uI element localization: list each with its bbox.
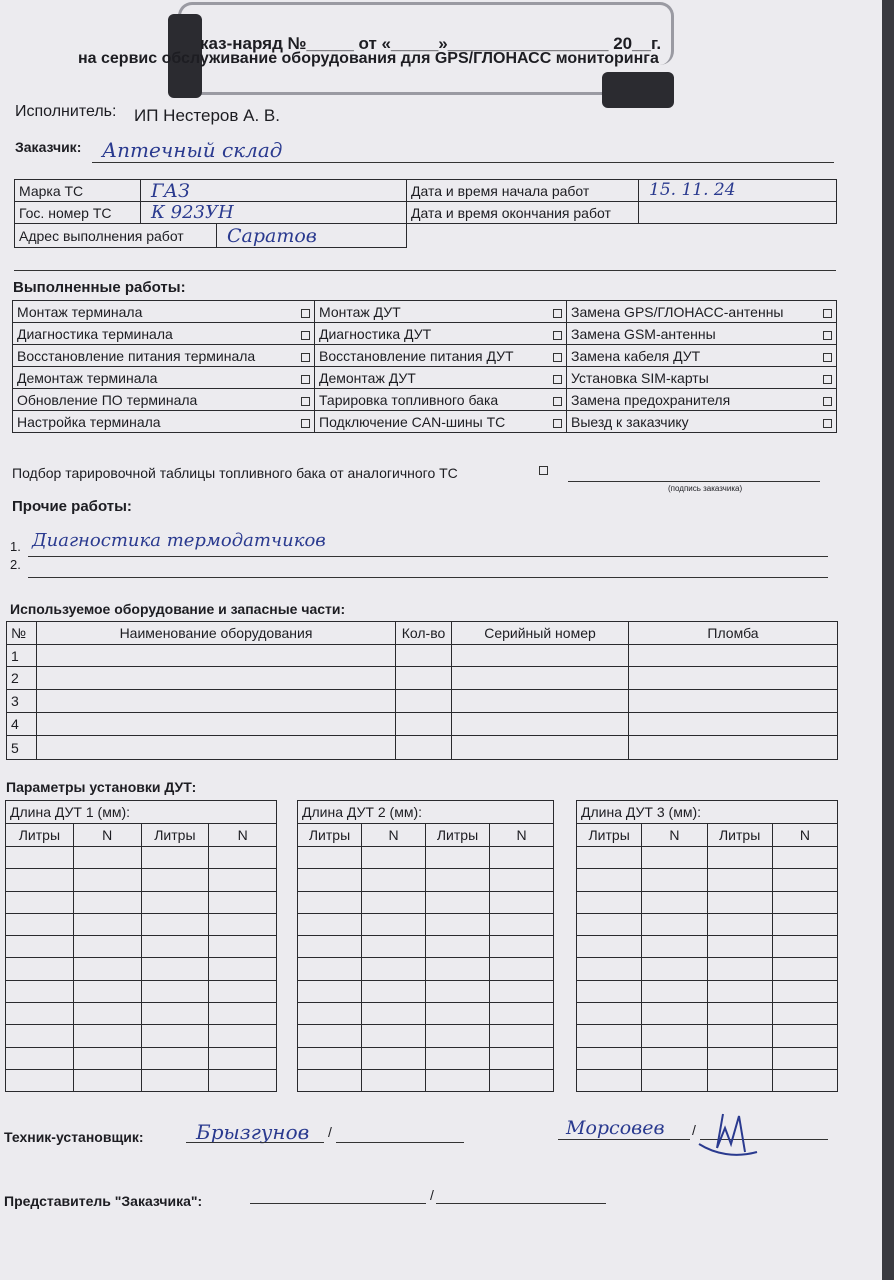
dut-length-label: Длина ДУТ 3 (мм): [577, 801, 838, 824]
table-row [577, 958, 838, 980]
start-label: Дата и время начала работ [407, 180, 639, 202]
row-number: 1 [7, 645, 37, 667]
table-row [6, 913, 277, 935]
table-row [298, 869, 554, 891]
row-number: 3 [7, 690, 37, 713]
customer-signature-line[interactable] [568, 481, 820, 482]
table-row [6, 980, 277, 1002]
table-row [577, 936, 838, 958]
table-row [298, 1003, 554, 1025]
customer-line [92, 162, 834, 163]
table-row [577, 980, 838, 1002]
table-row [6, 958, 277, 980]
plate-label: Гос. номер ТС [15, 202, 141, 224]
work-item[interactable]: Диагностика терминала [13, 323, 315, 345]
table-row [298, 891, 554, 913]
dut-col-header: Литры [426, 824, 490, 847]
table-row [6, 936, 277, 958]
page-title: каз-наряд №_____ от «_____»_________________ 20__г. [200, 34, 662, 53]
table-row [577, 1047, 838, 1069]
checkbox[interactable] [301, 397, 310, 406]
plate-value[interactable]: К 923УН [151, 202, 234, 223]
clip-wire-lower [188, 72, 644, 95]
dut-table [297, 800, 554, 1092]
table-row [6, 891, 277, 913]
handwritten-signature [695, 1108, 765, 1166]
col-header: Кол-во [396, 622, 452, 645]
checkbox[interactable] [553, 309, 562, 318]
tech-line-3 [558, 1139, 690, 1140]
checkbox[interactable] [553, 397, 562, 406]
checkbox[interactable] [301, 353, 310, 362]
works-title: Выполненные работы: [13, 279, 186, 296]
equipment-title: Используемое оборудование и запасные части: [10, 601, 346, 617]
dut-col-header: N [772, 824, 837, 847]
table-row [6, 1003, 277, 1025]
separator-slash: / [430, 1187, 434, 1203]
table-row [298, 1069, 554, 1091]
col-header: Пломба [629, 622, 838, 645]
table-row [298, 913, 554, 935]
address-line [14, 270, 836, 271]
executor-label: Исполнитель: [15, 103, 117, 120]
customer-value[interactable]: Аптечный склад [102, 138, 283, 162]
address-label: Адрес выполнения работ [15, 224, 217, 248]
dut-col-header: N [209, 824, 277, 847]
checkbox[interactable] [553, 375, 562, 384]
work-item[interactable]: Выезд к заказчику [567, 411, 837, 433]
table-row [298, 936, 554, 958]
tech-line-2[interactable] [336, 1142, 464, 1143]
checkbox[interactable] [553, 331, 562, 340]
table-row [6, 869, 277, 891]
work-item[interactable]: Диагностика ДУТ [315, 323, 567, 345]
table-row [6, 1069, 277, 1091]
work-item[interactable]: Тарировка топливного бака [315, 389, 567, 411]
checkbox[interactable] [823, 331, 832, 340]
checkbox[interactable] [301, 309, 310, 318]
separator-slash: / [692, 1122, 696, 1138]
start-value[interactable]: 15. 11. 24 [649, 180, 736, 200]
work-item[interactable]: Настройка терминала [13, 411, 315, 433]
dut-col-header: Литры [298, 824, 362, 847]
vehicle-table [14, 179, 837, 248]
other-item-line [28, 556, 828, 557]
col-header: Наименование оборудования [37, 622, 396, 645]
dut-col-header: Литры [141, 824, 209, 847]
checkbox[interactable] [823, 309, 832, 318]
table-row [7, 667, 838, 690]
end-label: Дата и время окончания работ [407, 202, 639, 224]
work-item[interactable]: Замена GPS/ГЛОНАСС-антенны [567, 301, 837, 323]
table-row [298, 958, 554, 980]
work-item[interactable]: Монтаж терминала [13, 301, 315, 323]
table-row [577, 1003, 838, 1025]
table-row [298, 980, 554, 1002]
row-number: 4 [7, 713, 37, 736]
dut-col-header: N [490, 824, 554, 847]
table-row [577, 891, 838, 913]
checkbox[interactable] [301, 331, 310, 340]
other-works-title: Прочие работы: [12, 498, 132, 515]
customer-label: Заказчик: [15, 139, 82, 155]
tech-name-2[interactable]: Морсовев [566, 1117, 665, 1139]
work-item[interactable]: Восстановление питания ДУТ [315, 345, 567, 367]
dut-length-label: Длина ДУТ 2 (мм): [298, 801, 554, 824]
table-row [7, 736, 838, 760]
table-row [577, 1069, 838, 1091]
rep-line-1[interactable] [250, 1203, 426, 1204]
dut-col-header: Литры [577, 824, 642, 847]
work-item[interactable]: Замена GSM-антенны [567, 323, 837, 345]
separator-slash: / [328, 1124, 332, 1140]
tech-line-1 [186, 1142, 324, 1143]
customer-rep-label: Представитель "Заказчика": [4, 1193, 203, 1209]
dut-length-label: Длина ДУТ 1 (мм): [6, 801, 277, 824]
checkbox[interactable] [823, 375, 832, 384]
work-item[interactable]: Замена кабеля ДУТ [567, 345, 837, 367]
table-row [7, 690, 838, 713]
address-value[interactable]: Саратов [227, 225, 317, 247]
equipment-table [6, 621, 838, 760]
page-subtitle: на сервис обслуживание оборудования для GPS/ГЛОНАСС мониторинга [78, 50, 659, 67]
checkbox[interactable] [823, 353, 832, 362]
dut-col-header: Литры [6, 824, 74, 847]
table-row [6, 1025, 277, 1047]
dut-col-header: N [73, 824, 141, 847]
table-row [577, 1025, 838, 1047]
table-row [6, 847, 277, 869]
end-value[interactable] [639, 202, 837, 224]
dut-table [5, 800, 277, 1092]
dut-col-header: N [642, 824, 707, 847]
other-item-value[interactable]: Диагностика термодатчиков [32, 530, 326, 551]
other-item-line[interactable] [28, 577, 828, 578]
work-item[interactable]: Демонтаж терминала [13, 367, 315, 389]
tech-label: Техник-установщик: [4, 1129, 144, 1145]
checkbox[interactable] [823, 419, 832, 428]
tank-table-checkbox[interactable] [539, 466, 548, 475]
rep-line-2[interactable] [436, 1203, 606, 1204]
work-item[interactable]: Обновление ПО терминала [13, 389, 315, 411]
checkbox[interactable] [553, 419, 562, 428]
dut-col-header: Литры [707, 824, 772, 847]
other-item-number: 2. [10, 557, 21, 572]
checkbox[interactable] [301, 375, 310, 384]
dut-table [576, 800, 838, 1092]
checkbox[interactable] [553, 353, 562, 362]
table-row [7, 713, 838, 736]
table-row [6, 1047, 277, 1069]
table-row [298, 1025, 554, 1047]
col-header: № [7, 622, 37, 645]
row-number: 5 [7, 736, 37, 760]
table-row [298, 847, 554, 869]
clip-right-lever [602, 72, 674, 108]
checkbox[interactable] [301, 419, 310, 428]
dut-col-header: N [362, 824, 426, 847]
tech-name-1[interactable]: Брызгунов [196, 1120, 310, 1144]
col-header: Серийный номер [452, 622, 629, 645]
dut-title: Параметры установки ДУТ: [6, 779, 197, 795]
executor-value: ИП Нестеров А. В. [134, 106, 280, 125]
table-row [577, 847, 838, 869]
works-table [12, 300, 837, 433]
work-item[interactable]: Замена предохранителя [567, 389, 837, 411]
table-row [577, 913, 838, 935]
other-item-number: 1. [10, 539, 21, 554]
brand-label: Марка ТС [15, 180, 141, 202]
row-number: 2 [7, 667, 37, 690]
work-item[interactable]: Подключение CAN-шины ТС [315, 411, 567, 433]
table-row [7, 645, 838, 667]
work-item[interactable]: Демонтаж ДУТ [315, 367, 567, 389]
table-row [298, 1047, 554, 1069]
brand-value[interactable]: ГАЗ [151, 180, 190, 202]
tank-table-label: Подбор тарировочной таблицы топливного бака от аналогичного ТС [12, 465, 458, 481]
work-item[interactable]: Монтаж ДУТ [315, 301, 567, 323]
work-item[interactable]: Установка SIM-карты [567, 367, 837, 389]
work-item[interactable]: Восстановление питания терминала [13, 345, 315, 367]
signature-caption: (подпись заказчика) [668, 484, 743, 493]
checkbox[interactable] [823, 397, 832, 406]
table-row [577, 869, 838, 891]
clipboard-edge [882, 0, 894, 1280]
